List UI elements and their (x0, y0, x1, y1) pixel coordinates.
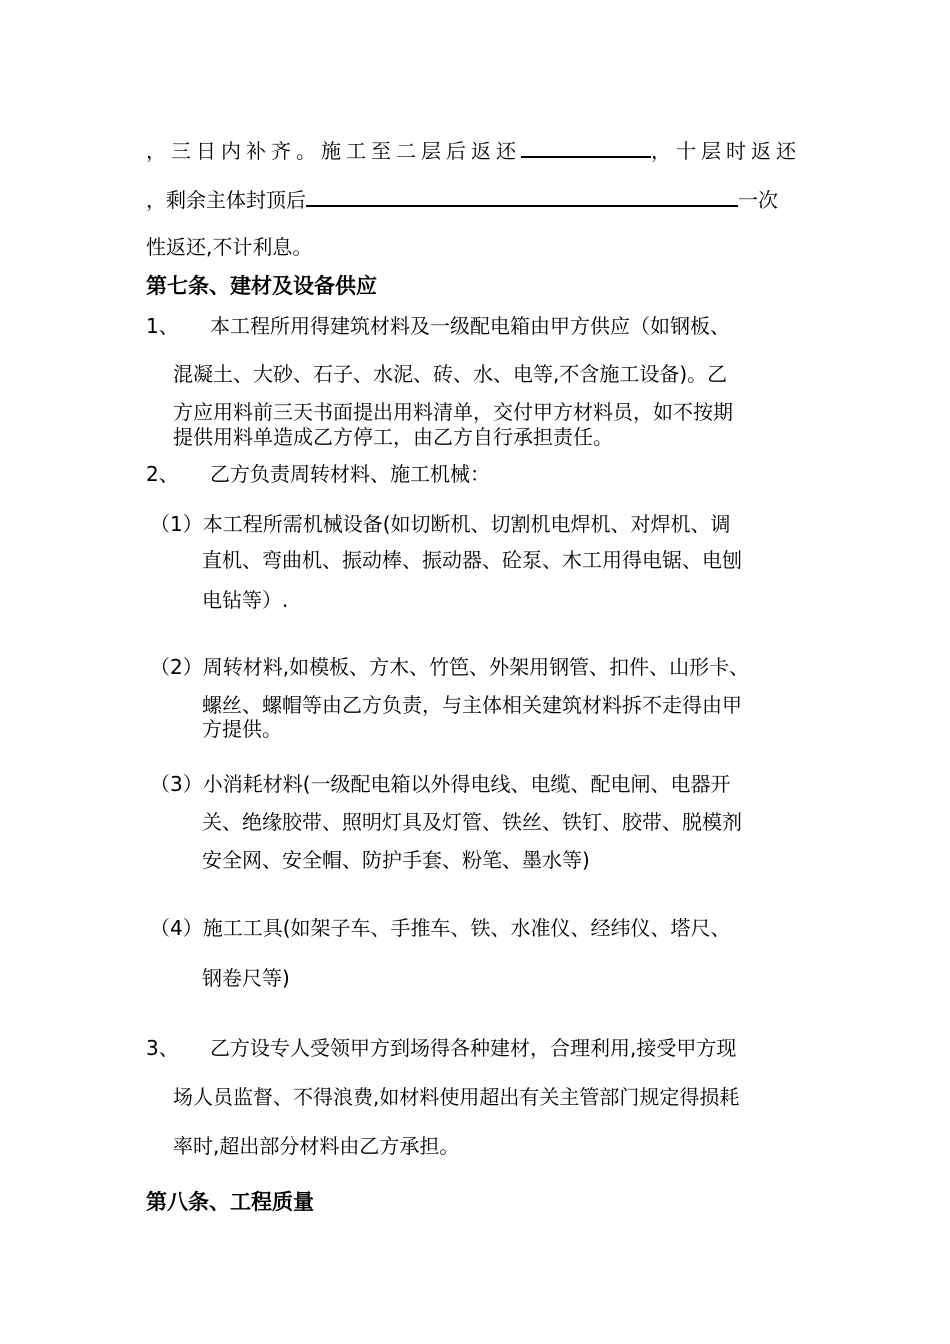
blank-line (306, 187, 738, 207)
list-item: 3、 乙方设专人受领甲方到场得各种建材，合理利用,接受甲方现 (146, 1036, 737, 1060)
sub-item: （4）施工工具(如架子车、手推车、铁、水准仪、经纬仪、塔尺、 (150, 916, 731, 940)
text-line: 场人员监督、不得浪费,如材料使用超出有关主管部门规定得损耗 (173, 1085, 740, 1109)
sub-item: （3）小消耗材料(一级配电箱以外得电线、电缆、配电闸、电器开 (150, 772, 731, 796)
text-line: 钢卷尺等) (202, 966, 290, 990)
section-heading: 第八条、工程质量 (146, 1191, 314, 1214)
text-line: 方提供。 (202, 717, 282, 741)
text-line: 螺丝、螺帽等由乙方负责，与主体相关建筑材料拆不走得由甲 (202, 693, 742, 717)
sub-item: （2）周转材料,如模板、方木、竹笆、外架用钢管、扣件、山形卡、 (150, 655, 750, 679)
text-line: 提供用料单造成乙方停工，由乙方自行承担责任。 (173, 425, 613, 449)
text-line: 混凝土、大砂、石子、水泥、砖、水、电等,不含施工设备)。乙 (173, 362, 728, 386)
text-line: 关、绝缘胶带、照明灯具及灯管、铁丝、铁钉、胶带、脱模剂 (202, 810, 742, 834)
sub-item: （1）本工程所需机械设备(如切断机、切割机电焊机、对焊机、调 (150, 512, 731, 536)
list-item: 2、 乙方负责周转材料、施工机械： (146, 462, 490, 486)
list-item: 1、 本工程所用得建筑材料及一级配电箱由甲方供应（如钢板、 (146, 314, 730, 338)
text-line: 率时,超出部分材料由乙方承担。 (173, 1134, 460, 1158)
text-line: ，三日内补齐。施工至二层后返还 ，十层时返还 (146, 139, 801, 163)
text-line: 方应用料前三天书面提出用料清单，交付甲方材料员，如不按期 (173, 400, 733, 424)
blank-line (521, 138, 651, 158)
section-heading: 第七条、建材及设备供应 (146, 275, 377, 298)
text-line: 电钻等）. (202, 588, 289, 612)
text-line: 性返还,不计利息。 (146, 235, 313, 259)
text-line: ，剩余主体封顶后 一次 (146, 188, 778, 212)
text-line: 安全网、安全帽、防护手套、粉笔、墨水等) (202, 848, 590, 872)
text-line: 直机、弯曲机、振动棒、振动器、砼泵、木工用得电锯、电刨 (202, 548, 742, 572)
